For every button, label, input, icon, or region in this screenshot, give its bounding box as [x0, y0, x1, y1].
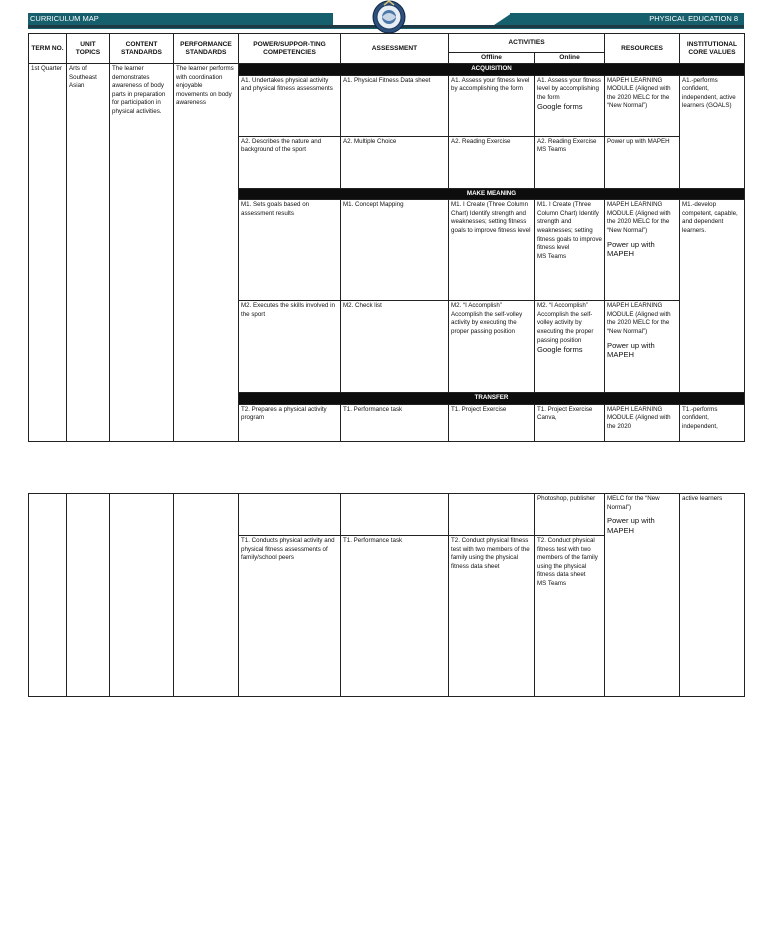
m2-competency: M2. Executes the skills involved in the sport [239, 301, 341, 393]
performance-standard-cell: The learner performs with coordination enjoyable movements on body awareness [174, 64, 239, 442]
t1-online-tool: Canva, [537, 414, 557, 422]
t2-online-tool: MS Teams [537, 579, 567, 587]
m1-online-tool: MS Teams [537, 252, 567, 260]
m2-online-tool: Google forms [537, 345, 583, 355]
subject-title: PHYSICAL EDUCATION 8 [649, 14, 738, 23]
t1-offline-continued [449, 494, 535, 536]
t1-online-continued: Photoshop, publisher [535, 494, 605, 536]
a1-assessment: A1. Physical Fitness Data sheet [341, 75, 449, 136]
col-core-values: INSTITUTIONAL CORE VALUES [680, 34, 745, 64]
m1-offline: M1. I Create (Three Column Chart) Identify strength and weaknesses; setting fitness goals to improve fitness level [449, 200, 535, 301]
t1-competency-continued [239, 494, 341, 536]
t1-assessment: T1. Performance task [341, 404, 449, 441]
a1-offline: A1. Assess your fitness level by accomplishing the form [449, 75, 535, 136]
col-performance-standards: PERFORMANCE STANDARDS [174, 34, 239, 64]
term-cell: 1st Quarter [29, 64, 67, 442]
t2-online [535, 536, 605, 697]
performance-standard-cell-continued [174, 494, 239, 697]
header-left-banner-tail [300, 13, 330, 25]
t1-offline: T1. Project Exercise [449, 404, 535, 441]
col-term: TERM NO. [29, 34, 67, 64]
t-resources-continued [605, 494, 680, 697]
a2-online [535, 136, 605, 188]
a2-online-text: A2. Reading Exercise [537, 137, 597, 145]
col-content-standards: CONTENT STANDARDS [110, 34, 174, 64]
m2-resources-text: MAPEH LEARNING MODULE (Aligned with the 2020 MELC for the “New Normal”) [607, 302, 671, 335]
content-standard-cell-continued [110, 494, 174, 697]
a2-online-tool: MS Teams [537, 146, 567, 154]
m2-resources [605, 301, 680, 393]
a1-online-tool: Google forms [537, 102, 583, 112]
col-assessment: ASSESSMENT [341, 34, 449, 64]
m1-resources-text: MAPEH LEARNING MODULE (Aligned with the 2020 MELC for the “New Normal”) [607, 201, 671, 234]
term-cell-continued [29, 494, 67, 697]
document-title: CURRICULUM MAP [30, 14, 99, 23]
a2-resources: Power up with MAPEH [605, 136, 680, 188]
curriculum-map-table [28, 33, 745, 442]
m2-assessment: M2. Check list [341, 301, 449, 393]
m1-online [535, 200, 605, 301]
t2-competency: T1. Conducts physical activity and physical fitness assessments of family/school peers [239, 536, 341, 697]
t1-resources: MAPEH LEARNING MODULE (Aligned with the 2020 [605, 404, 680, 441]
t-resources-text: MELC for the “New Normal”) [607, 495, 660, 511]
col-offline: Offline [449, 53, 535, 64]
col-resources: RESOURCES [605, 34, 680, 64]
m1-assessment: M1. Concept Mapping [341, 200, 449, 301]
header-left-banner [28, 13, 333, 25]
m1-core-values: M1.-develop competent, capable, and dependent learners. [680, 200, 745, 393]
curriculum-map-table-continued [28, 493, 745, 697]
t1-online [535, 404, 605, 441]
t2-offline: T2. Conduct physical fitness test with two members of the family using the physical fitness data sheet [449, 536, 535, 697]
m1-resources [605, 200, 680, 301]
t1-core-values: T1.-performs confident, independent, [680, 404, 745, 441]
a1-core-values: A1.-performs confident, independent, active learners (GOALS) [680, 75, 745, 188]
m1-online-text: M1. I Create (Three Column Chart) Identify strength and weaknesses; setting fitness goals to improve fitness level [537, 201, 602, 252]
t2-online-text: T2. Conduct physical fitness test with two members of the family using the physical fitness data sheet [537, 537, 598, 579]
t1-assessment-continued [341, 494, 449, 536]
a1-online [535, 75, 605, 136]
t-core-values-continued: active learners [680, 494, 745, 697]
col-activities: ACTIVITIES [449, 34, 605, 53]
t1-competency: T2. Prepares a physical activity program [239, 404, 341, 441]
a1-competency: A1. Undertakes physical activity and physical fitness assessments [239, 75, 341, 136]
m1-resources-book: Power up with MAPEH [607, 239, 655, 258]
a1-online-text: A1. Assess your fitness level by accomplishing the form [537, 76, 601, 101]
a2-assessment: A2. Multiple Choice [341, 136, 449, 188]
m2-resources-book: Power up with MAPEH [607, 340, 655, 359]
unit-topic-cell: Arts of Southeast Asian [67, 64, 110, 442]
col-competencies: POWER/SUPPOR-TING COMPETENCIES [239, 34, 341, 64]
content-standard-cell: The learner demonstrates awareness of body parts in preparation for participation in physical activities. [110, 64, 174, 442]
unit-topic-cell-continued [67, 494, 110, 697]
band-acquisition: ACQUISITION [239, 64, 745, 76]
school-seal-icon [371, 0, 407, 34]
col-unit-topics: UNIT TOPICS [67, 34, 110, 64]
a2-offline: A2. Reading Exercise [449, 136, 535, 188]
a2-competency: A2. Describes the nature and background of the sport [239, 136, 341, 188]
m2-online [535, 301, 605, 393]
m1-competency: M1. Sets goals based on assessment results [239, 200, 341, 301]
m2-offline: M2. “I Accomplish” Accomplish the self-volley activity by executing the proper passing position [449, 301, 535, 393]
header-right-banner [510, 13, 744, 25]
t-resources-book: Power up with MAPEH [607, 516, 655, 535]
t2-assessment: T1. Performance task [341, 536, 449, 697]
m2-online-text: M2. “I Accomplish” Accomplish the self-volley activity by executing the proper passing position [537, 302, 594, 344]
col-online: Online [535, 53, 605, 64]
band-make-meaning: MAKE MEANING [239, 188, 745, 200]
a1-resources: MAPEH LEARNING MODULE (Aligned with the 2020 MELC for the “New Normal”) [605, 75, 680, 136]
band-transfer: TRANSFER [239, 393, 745, 405]
t1-online-text: T1. Project Exercise [537, 405, 593, 413]
